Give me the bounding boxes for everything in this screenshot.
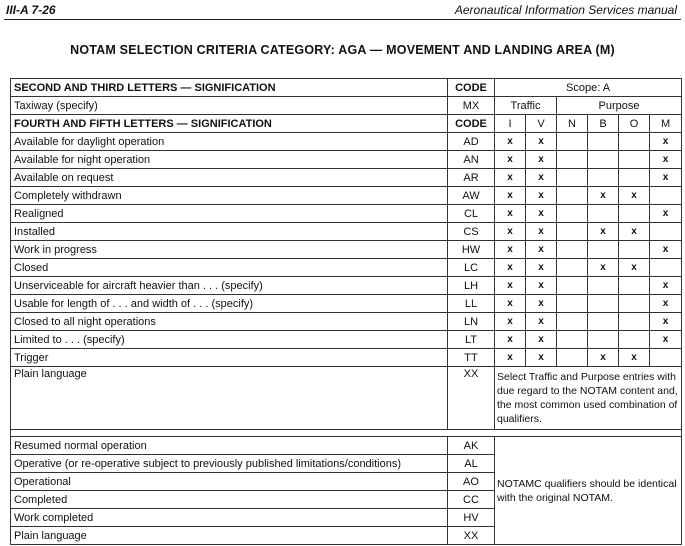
- row-code: LN: [448, 313, 495, 331]
- header-rule: [4, 19, 681, 20]
- qualifier-mark: x: [495, 133, 526, 151]
- qualifier-mark: [588, 205, 619, 223]
- col-header-M: M: [650, 115, 682, 133]
- qualifier-mark: x: [495, 349, 526, 367]
- table-row: [11, 133, 682, 151]
- qualifier-mark: x: [526, 331, 557, 349]
- qualifier-mark: x: [495, 313, 526, 331]
- qualifier-mark: x: [619, 223, 650, 241]
- page-number: III-A 7-26: [6, 3, 56, 17]
- notamc-code: XX: [448, 527, 495, 545]
- section-gap: [11, 430, 682, 437]
- qualifier-mark: x: [526, 349, 557, 367]
- qualifier-mark: [650, 223, 682, 241]
- row-code: AN: [448, 151, 495, 169]
- plain-language-label: Plain language: [11, 367, 448, 430]
- qualifier-mark: [557, 133, 588, 151]
- table-row: [11, 187, 682, 205]
- col-header-N: N: [557, 115, 588, 133]
- row-code: AR: [448, 169, 495, 187]
- qualifier-mark: x: [495, 295, 526, 313]
- qualifier-mark: x: [526, 187, 557, 205]
- row-signification: Available on request: [11, 169, 448, 187]
- code-header: CODE: [448, 79, 495, 97]
- taxiway-label: Taxiway (specify): [11, 97, 448, 115]
- qualifier-mark: [588, 295, 619, 313]
- qualifier-mark: x: [588, 187, 619, 205]
- section2-heading: SECOND AND THIRD LETTERS — SIGNIFICATION: [11, 79, 448, 97]
- manual-title: Aeronautical Information Services manual: [454, 3, 677, 17]
- row-code: CS: [448, 223, 495, 241]
- notamc-code: AK: [448, 437, 495, 455]
- row-code: AD: [448, 133, 495, 151]
- notamc-code: CC: [448, 491, 495, 509]
- qualifier-mark: [557, 205, 588, 223]
- row-code: TT: [448, 349, 495, 367]
- qualifier-mark: [588, 133, 619, 151]
- qualifier-mark: [619, 241, 650, 259]
- plain-language-row: [11, 367, 682, 430]
- table-row: [11, 241, 682, 259]
- qualifier-mark: x: [495, 205, 526, 223]
- section2-heading-row: [11, 79, 682, 97]
- qualifier-mark: [557, 169, 588, 187]
- qualifier-mark: [557, 295, 588, 313]
- col-header-I: I: [495, 115, 526, 133]
- qualifier-mark: x: [495, 187, 526, 205]
- qualifier-mark: x: [588, 223, 619, 241]
- qualifier-mark: x: [526, 241, 557, 259]
- qualifier-mark: x: [588, 259, 619, 277]
- row-signification: Limited to . . . (specify): [11, 331, 448, 349]
- qualifier-mark: [619, 169, 650, 187]
- table-row: [11, 151, 682, 169]
- qualifier-mark: [588, 277, 619, 295]
- row-signification: Trigger: [11, 349, 448, 367]
- qualifier-mark: [557, 313, 588, 331]
- page-title: NOTAM SELECTION CRITERIA CATEGORY: AGA — MOVEMENT AND LANDING AREA (M): [70, 43, 615, 57]
- row-signification: Closed: [11, 259, 448, 277]
- qualifier-mark: x: [650, 331, 682, 349]
- row-signification: Available for night operation: [11, 151, 448, 169]
- qualifier-mark: [557, 241, 588, 259]
- row-code: LL: [448, 295, 495, 313]
- qualifier-mark: x: [619, 349, 650, 367]
- qualifier-mark: x: [650, 205, 682, 223]
- row-code: LT: [448, 331, 495, 349]
- notamc-code: HV: [448, 509, 495, 527]
- qualifier-mark: x: [650, 241, 682, 259]
- row-code: HW: [448, 241, 495, 259]
- qualifier-mark: [619, 313, 650, 331]
- qualifier-mark: x: [495, 277, 526, 295]
- col-header-V: V: [526, 115, 557, 133]
- qualifier-mark: [650, 259, 682, 277]
- qualifier-mark: [588, 151, 619, 169]
- table-row: [11, 295, 682, 313]
- notamc-signification: Plain language: [11, 527, 448, 545]
- qualifier-mark: x: [526, 169, 557, 187]
- row-signification: Usable for length of . . . and width of . . . (specify): [11, 295, 448, 313]
- qualifier-mark: [650, 349, 682, 367]
- notamc-signification: Work completed: [11, 509, 448, 527]
- row-code: LC: [448, 259, 495, 277]
- table-row: [11, 259, 682, 277]
- taxiway-code: MX: [448, 97, 495, 115]
- qualifier-mark: [619, 277, 650, 295]
- qualifier-mark: x: [650, 133, 682, 151]
- qualifier-mark: x: [650, 295, 682, 313]
- plain-language-code: XX: [448, 367, 495, 430]
- row-code: AW: [448, 187, 495, 205]
- qualifier-mark: [557, 259, 588, 277]
- notamc-code: AO: [448, 473, 495, 491]
- page-header: [0, 0, 685, 22]
- qualifier-mark: [619, 331, 650, 349]
- qualifier-mark: [588, 331, 619, 349]
- table-row: [11, 205, 682, 223]
- section4-heading: FOURTH AND FIFTH LETTERS — SIGNIFICATION: [11, 115, 448, 133]
- plain-language-note: Select Traffic and Purpose entries with due regard to the NOTAM content and, the most common used combination of qualifiers.: [495, 367, 682, 430]
- qualifier-mark: x: [619, 187, 650, 205]
- qualifier-mark: [557, 349, 588, 367]
- table-row: [11, 331, 682, 349]
- row-code: LH: [448, 277, 495, 295]
- qualifier-mark: [619, 151, 650, 169]
- purpose-label: Purpose: [557, 97, 682, 115]
- qualifier-mark: x: [526, 259, 557, 277]
- qualifier-mark: x: [526, 313, 557, 331]
- col-header-O: O: [619, 115, 650, 133]
- qualifier-mark: [557, 223, 588, 241]
- qualifier-mark: [619, 205, 650, 223]
- qualifier-mark: x: [650, 277, 682, 295]
- code-header: CODE: [448, 115, 495, 133]
- notamc-signification: Operational: [11, 473, 448, 491]
- criteria-table: [10, 78, 682, 545]
- qualifier-mark: x: [526, 151, 557, 169]
- notamc-code: AL: [448, 455, 495, 473]
- qualifier-mark: [557, 331, 588, 349]
- row-code: CL: [448, 205, 495, 223]
- traffic-label: Traffic: [495, 97, 557, 115]
- row-signification: Realigned: [11, 205, 448, 223]
- table-row: [11, 313, 682, 331]
- table-row: [11, 277, 682, 295]
- qualifier-mark: [557, 187, 588, 205]
- qualifier-mark: x: [526, 277, 557, 295]
- qualifier-mark: x: [588, 349, 619, 367]
- qualifier-mark: x: [495, 223, 526, 241]
- qualifier-mark: x: [526, 133, 557, 151]
- row-signification: Available for daylight operation: [11, 133, 448, 151]
- qualifier-mark: x: [495, 151, 526, 169]
- qualifier-mark: x: [619, 259, 650, 277]
- row-signification: Unserviceable for aircraft heavier than . . . (specify): [11, 277, 448, 295]
- section4-heading-row: [11, 115, 682, 133]
- qualifier-mark: [650, 187, 682, 205]
- table-row: [11, 223, 682, 241]
- qualifier-mark: [588, 169, 619, 187]
- notamc-signification: Operative (or re-operative subject to previously published limitations/conditions): [11, 455, 448, 473]
- qualifier-mark: [619, 295, 650, 313]
- qualifier-mark: x: [526, 223, 557, 241]
- qualifier-mark: [557, 277, 588, 295]
- table-row: [11, 349, 682, 367]
- row-signification: Installed: [11, 223, 448, 241]
- qualifier-mark: x: [495, 169, 526, 187]
- row-signification: Completely withdrawn: [11, 187, 448, 205]
- qualifier-mark: x: [526, 295, 557, 313]
- qualifier-mark: [588, 313, 619, 331]
- qualifier-mark: [588, 241, 619, 259]
- qualifier-mark: x: [495, 241, 526, 259]
- row-signification: Closed to all night operations: [11, 313, 448, 331]
- qualifier-mark: [557, 151, 588, 169]
- qualifier-mark: x: [650, 151, 682, 169]
- qualifier-mark: x: [495, 259, 526, 277]
- qualifier-mark: [619, 133, 650, 151]
- notamc-row: [11, 437, 682, 455]
- qualifier-mark: x: [650, 169, 682, 187]
- table-row: [11, 169, 682, 187]
- notamc-note: NOTAMC qualifiers should be identical with the original NOTAM.: [495, 437, 682, 545]
- notamc-signification: Resumed normal operation: [11, 437, 448, 455]
- qualifier-mark: x: [495, 331, 526, 349]
- col-header-B: B: [588, 115, 619, 133]
- row-signification: Work in progress: [11, 241, 448, 259]
- notamc-signification: Completed: [11, 491, 448, 509]
- scope-label: Scope: A: [495, 79, 682, 97]
- qualifier-mark: x: [650, 313, 682, 331]
- qualifier-mark: x: [526, 205, 557, 223]
- taxiway-row: [11, 97, 682, 115]
